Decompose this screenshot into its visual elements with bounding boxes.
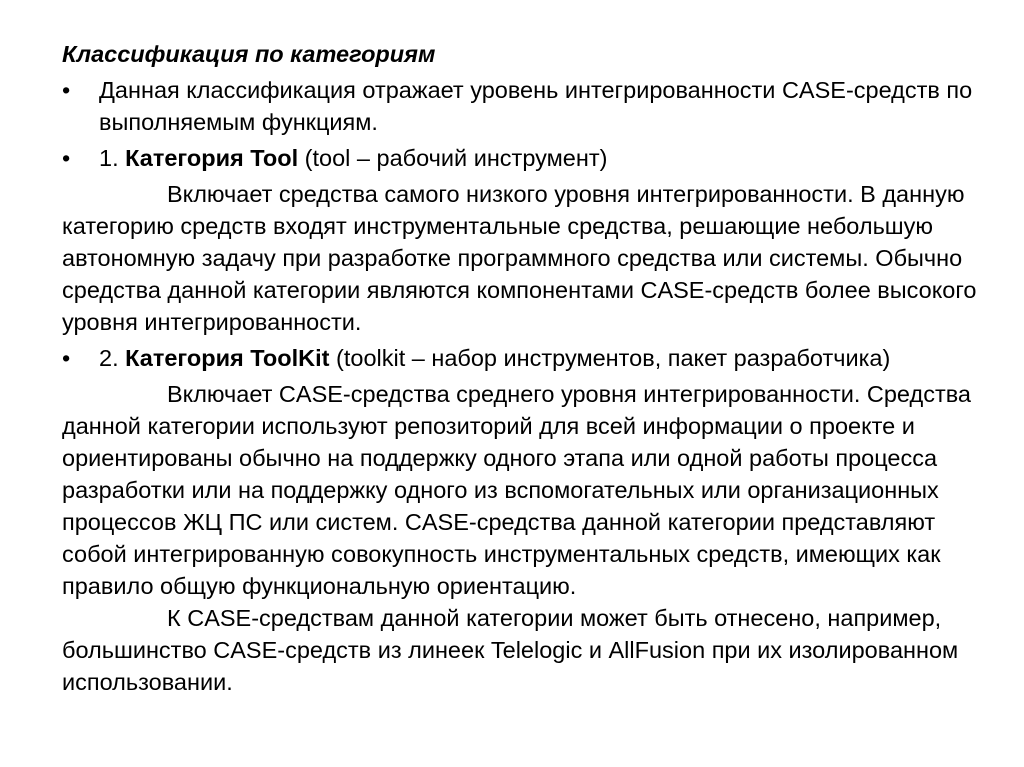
paragraph-tool-description: Включает средства самого низкого уровня интегрированности. В данную категорию средств входят инструментальные средства, решающие небольшую автономную задачу при разработке программного средства или системы. Обычно средства данной категории являются компонентами CASE-средств более высокого уровня интегрированности. [62,181,977,335]
slide-heading: Классификация по категориям [62,41,436,67]
bullet-suffix: (toolkit – набор инструментов, пакет разработчика) [329,345,891,371]
bullet-suffix: (tool – рабочий инструмент) [298,145,608,171]
bullet-icon: • [62,77,71,103]
bullet-text: Данная классификация отражает уровень интегрированности CASE-средств по выполняемым функциям. [99,77,973,135]
bullet-prefix: 1. [99,145,126,171]
bullet-bold-term: Категория Tool [125,145,299,171]
bullet-item-category-tool [62,142,992,174]
bullet-icon: • [62,145,71,171]
bullet-icon: • [62,345,71,371]
paragraph-toolkit-examples: К CASE-средствам данной категории может быть отнесено, например, большинство CASE-средств из линеек Telelogic и AllFusion при их изолированном использовании. [62,605,959,695]
slide-content [62,38,992,698]
bullet-bold-term: Категория ToolKit [125,345,330,371]
bullet-item-classification [62,74,992,138]
bullet-item-category-toolkit [62,342,992,374]
bullet-prefix: 2. [99,345,126,371]
paragraph-toolkit-description: Включает CASE-средства среднего уровня интегрированности. Средства данной категории используют репозиторий для всей информации о проекте и ориентированы обычно на поддержку одного этапа или одной работы процесса разработки или на поддержку одного из вспомогательных или организационных процессов ЖЦ ПС или систем. CASE-средства данной категории представляют собой интегрированную совокупность инструментальных средств, имеющих как правило общую функциональную ориентацию. [62,381,972,599]
